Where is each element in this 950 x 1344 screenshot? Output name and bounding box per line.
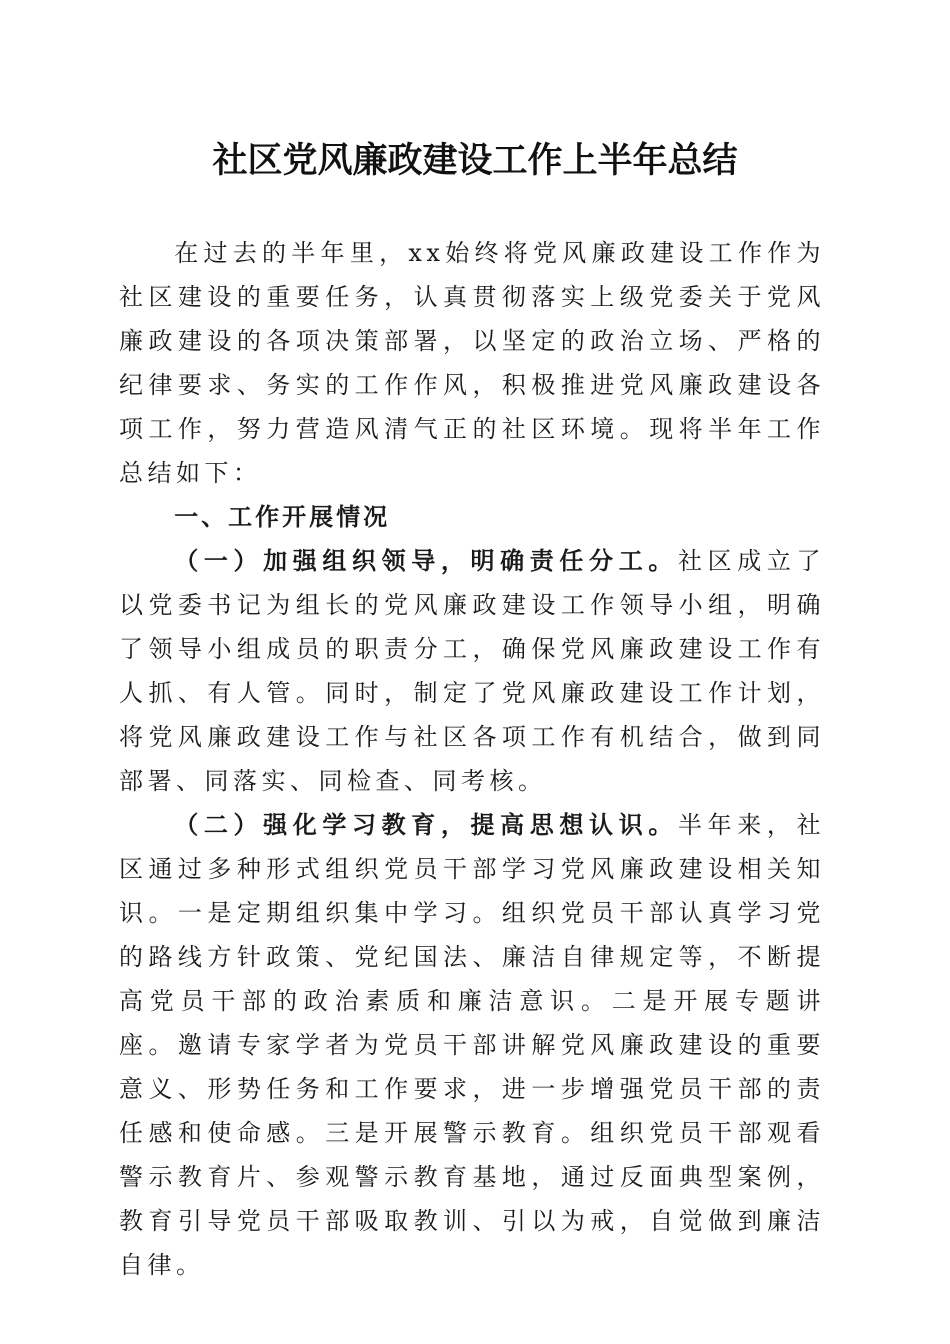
item-paragraph-2 (119, 803, 825, 1287)
intro-paragraph: 在过去的半年里，xx始终将党风廉政建设工作作为社区建设的重要任务，认真贯彻落实上级党委关于党风廉政建设的各项决策部署，以坚定的政治立场、严格的纪律要求、务实的工作作风，积极推进党风廉政建设各项工作，努力营造风清气正的社区环境。现将半年工作总结如下： (119, 239, 825, 487)
item-text-1: 社区成立了以党委书记为组长的党风廉政建设工作领导小组，明确了领导小组成员的职责分工，确保党风廉政建设工作有人抓、有人管。同时，制定了党风廉政建设工作计划，将党风廉政建设工作与社区各项工作有机结合，做到同部署、同落实、同检查、同考核。 (119, 547, 826, 795)
document-body (119, 231, 825, 1287)
section-heading: 一、工作开展情况 (174, 503, 391, 531)
item-lead-1: （一）加强组织领导，明确责任分工。 (174, 546, 678, 575)
item-lead-2: （二）强化学习教育，提高思想认识。 (174, 810, 678, 839)
item-text-2: 半年来，社区通过多种形式组织党员干部学习党风廉政建设相关知识。一是定期组织集中学习。组织党员干部认真学习党的路线方针政策、党纪国法、廉洁自律规定等，不断提高党员干部的政治素质和廉洁意识。二是开展专题讲座。邀请专家学者为党员干部讲解党风廉政建设的重要意义、形势任务和工作要求，进一步增强党员干部的责任感和使命感。三是开展警示教育。组织党员干部观看警示教育片、参观警示教育基地，通过反面典型案例，教育引导党员干部吸取教训、引以为戒，自觉做到廉洁自律。 (119, 811, 826, 1279)
document-title: 社区党风廉政建设工作上半年总结 (212, 140, 738, 181)
item-paragraph-1 (119, 539, 825, 803)
